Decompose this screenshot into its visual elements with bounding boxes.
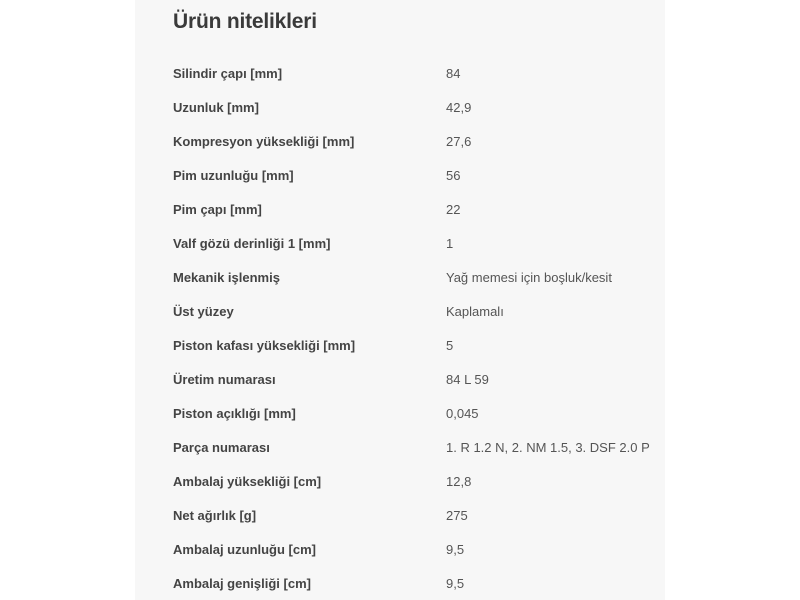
spec-value: 5	[446, 337, 454, 353]
spec-row	[173, 532, 663, 566]
spec-label: Valf gözü derinliği 1 [mm]	[173, 235, 331, 251]
spec-value: 84	[446, 65, 461, 81]
spec-label: Net ağırlık [g]	[173, 507, 257, 523]
spec-row	[173, 192, 663, 226]
spec-value: 12,8	[446, 473, 472, 489]
section-title: Ürün nitelikleri	[173, 10, 317, 33]
spec-value: 9,5	[446, 541, 465, 557]
product-attributes-panel	[135, 0, 665, 600]
spec-label: Piston kafası yüksekliği [mm]	[173, 337, 356, 353]
spec-label: Pim uzunluğu [mm]	[173, 167, 294, 183]
spec-row	[173, 90, 663, 124]
spec-row	[173, 396, 663, 430]
spec-row	[173, 56, 663, 90]
spec-label: Ambalaj yüksekliği [cm]	[173, 473, 322, 489]
spec-row	[173, 430, 663, 464]
spec-label: Silindir çapı [mm]	[173, 65, 283, 81]
spec-row	[173, 260, 663, 294]
spec-label: Üst yüzey	[173, 303, 234, 319]
spec-value: 22	[446, 201, 461, 217]
spec-row	[173, 158, 663, 192]
spec-row	[173, 294, 663, 328]
spec-row	[173, 566, 663, 600]
spec-value: 84 L 59	[446, 371, 489, 387]
spec-label: Mekanik işlenmiş	[173, 269, 280, 285]
spec-value: 1	[446, 235, 454, 251]
spec-label: Piston açıklığı [mm]	[173, 405, 296, 421]
spec-value: 42,9	[446, 99, 472, 115]
spec-label: Parça numarası	[173, 439, 270, 455]
spec-value: 56	[446, 167, 461, 183]
spec-row	[173, 362, 663, 396]
specs-table	[173, 56, 663, 600]
spec-value: 27,6	[446, 133, 472, 149]
spec-label: Ambalaj genişliği [cm]	[173, 575, 311, 591]
spec-label: Pim çapı [mm]	[173, 201, 262, 217]
spec-label: Üretim numarası	[173, 371, 276, 387]
spec-value: Yağ memesi için boşluk/kesit	[446, 269, 612, 285]
spec-label: Ambalaj uzunluğu [cm]	[173, 541, 316, 557]
spec-value: 1. R 1.2 N, 2. NM 1.5, 3. DSF 2.0 P	[446, 439, 650, 455]
spec-value: Kaplamalı	[446, 303, 504, 319]
spec-row	[173, 124, 663, 158]
spec-value: 9,5	[446, 575, 465, 591]
spec-value: 275	[446, 507, 468, 523]
spec-row	[173, 464, 663, 498]
spec-label: Uzunluk [mm]	[173, 99, 259, 115]
spec-row	[173, 328, 663, 362]
spec-row	[173, 226, 663, 260]
spec-row	[173, 498, 663, 532]
spec-label: Kompresyon yüksekliği [mm]	[173, 133, 355, 149]
spec-value: 0,045	[446, 405, 479, 421]
